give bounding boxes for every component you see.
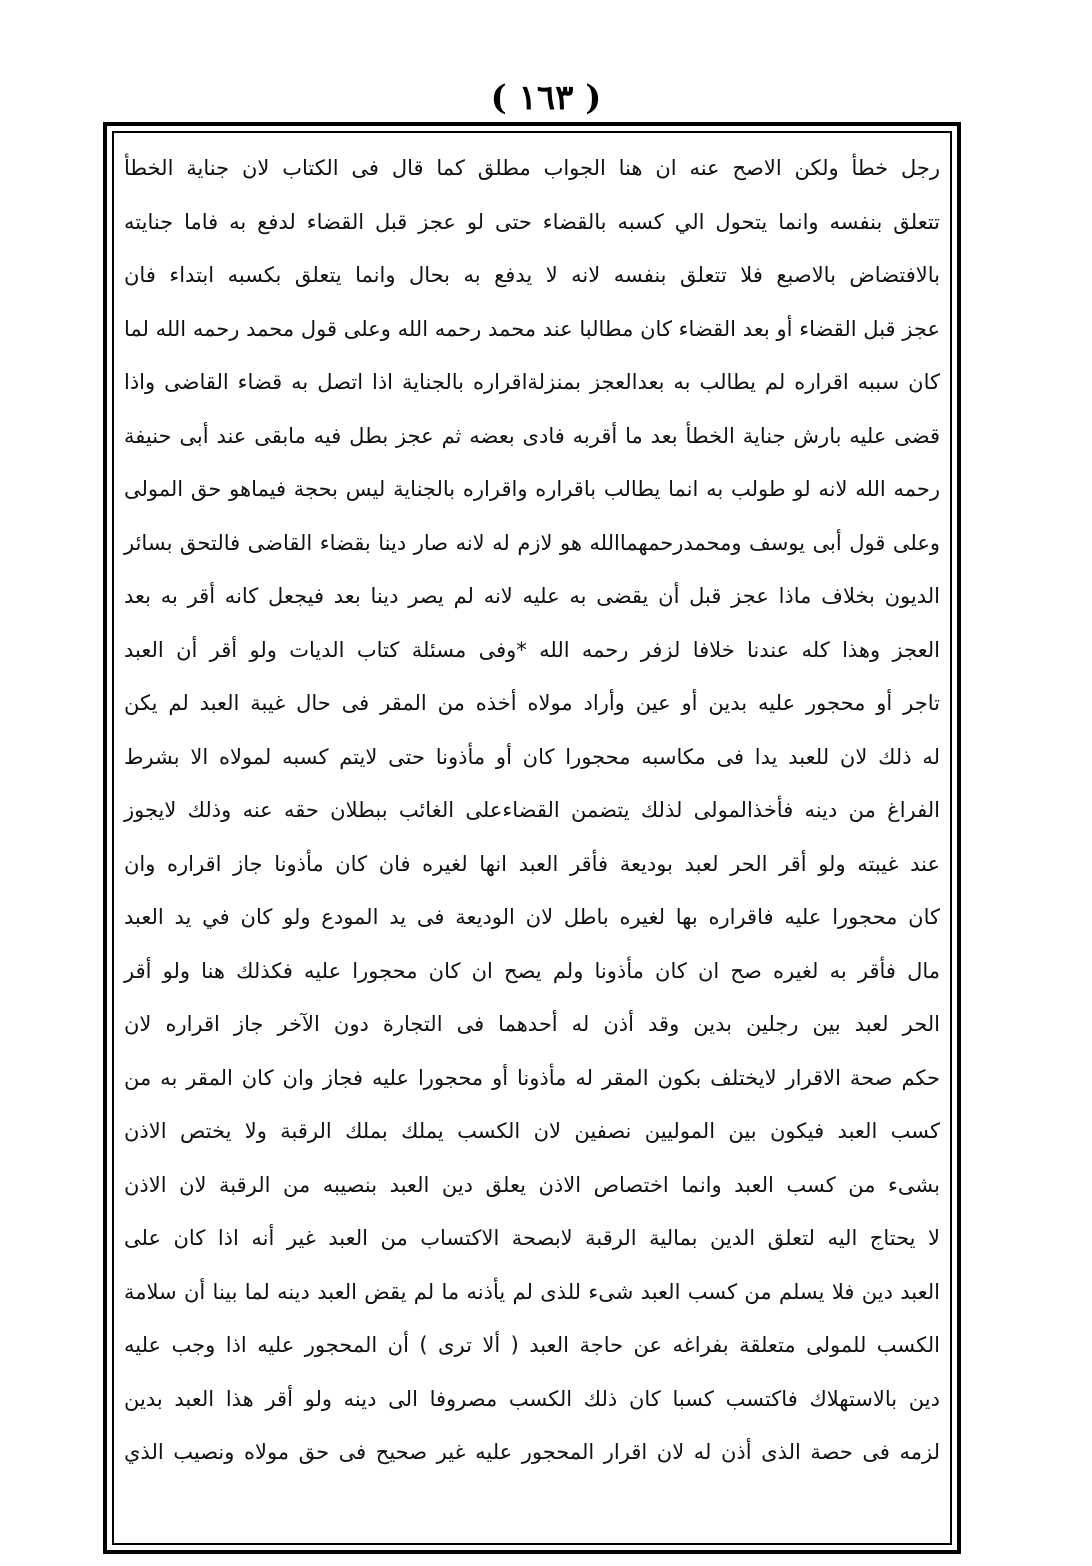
text-line: كان سببه اقراره لم يطالب به بعدالعجز بمنزلةاقراره بالجناية اذا اتصل به قضاء القاضى واذا [124,370,940,394]
text-line: قضى عليه بارش جناية الخطأ بعد ما أقربه فادى بعضه ثم عجز بطل فيه مابقى عند أبى حنيفة [124,423,940,448]
text-line: حكم صحة الاقرار لايختلف بكون المقر له مأذونا أو محجورا عليه فجاز وان كان المقر به من [124,1065,940,1090]
text-line: عند غيبته ولو أقر الحر لعبد بوديعة فأقر العبد انها لغيره فان كان مأذونا جاز اقراره وان [124,851,940,876]
text-line: العجز وهذا كله عندنا خلافا لزفر رحمه الله *وفى مسئلة كتاب الديات ولو أقر أن العبد [124,637,940,662]
text-line: لا يحتاج اليه لتعلق الدين بمالية الرقبة لابصحة الاكتساب من العبد غير أنه اذا كان على [124,1226,940,1250]
text-line: الكسب للمولى متعلقة بفراغه عن حاجة العبد ( ألا ترى ) أن المحجور عليه اذا وجب عليه [124,1333,940,1357]
text-line: دين بالاستهلاك فاكتسب كسبا كان ذلك الكسب مصروفا الى دينه ولو أقر هذا العبد بدين [124,1386,940,1411]
text-line: له ذلك لان للعبد يدا فى مكاسبه محجورا كان أو مأذونا حتى لايتم كسبه لمولاه الا بشرط [124,744,940,769]
text-line: بالافتضاض بالاصبع فلا تتعلق بنفسه لانه لا يدفع به بحال وانما يتعلق بكسبه ابتداء فان [124,263,940,287]
text-line: العبد دين فلا يسلم من كسب العبد شىء للذى لم يأذنه ما لم يقض العبد دينه لما بينا أن سلامة [124,1279,940,1304]
text-line: كان محجورا عليه فاقراره بها لغيره باطل لان الوديعة فى يد المودع ولو كان في يد العبد [124,905,940,929]
text-line: بشىء من كسب العبد وانما اختصاص الاذن يعلق دين العبد بنصيبه من الرقبة لان الاذن [124,1172,940,1197]
text-line: تتعلق بنفسه وانما يتحول الي كسبه بالقضاء حتى لو عجز قبل القضاء لدفع به فاما جنايته [124,209,940,234]
text-line: كسب العبد فيكون بين الموليين نصفين لان الكسب يملك بملك الرقبة ولا يختص الاذن [124,1119,940,1143]
text-line: رحمه الله لانه لو طولب به انما يطالب باقراره واقراره بالجناية ليس بحجة فيماهو حق المولى [124,477,940,501]
page-number: ( ١٦٣ ) [490,78,602,118]
text-line: الحر لعبد بين رجلين بدين وقد أذن له أحدهما فى التجارة دون الآخر جاز اقراره لان [124,1012,940,1036]
text-line: تاجر أو محجور عليه بدين أو عين وأراد مولاه أخذه من المقر فى حال غيبة العبد لم يكن [124,691,940,715]
text-line: رجل خطأ ولكن الاصح عنه ان هنا الجواب مطلق كما قال فى الكتاب لان جناية الخطأ [124,156,940,180]
text-line: الديون بخلاف ماذا عجز قبل أن يقضى به عليه لانه لم يصر دينا بعد فيجعل كانه أقر به بعد [124,584,940,608]
text-line: وعلى قول أبى يوسف ومحمدرحمهماالله هو لازم له لانه صار دينا بقضاء القاضى فالتحق بسائر [124,530,940,555]
text-line: مال فأقر به لغيره صح ان كان مأذونا ولم يصح ان كان محجورا عليه فكذلك هنا ولو أقر [124,958,940,983]
text-line: عجز قبل القضاء أو بعد القضاء كان مطالبا عند محمد رحمه الله وعلى قول محمد رحمه الله لما [124,316,940,341]
text-line: الفراغ من دينه فأخذالمولى لذلك يتضمن القضاءعلى الغائب ببطلان حقه عنه وذلك لايجوز [124,798,940,822]
text-line: لزمه فى حصة الذى أذن له لان اقرار المحجور عليه غير صحيح فى حق مولاه ونصيب الذي [124,1440,940,1464]
body-text [118,142,946,1540]
